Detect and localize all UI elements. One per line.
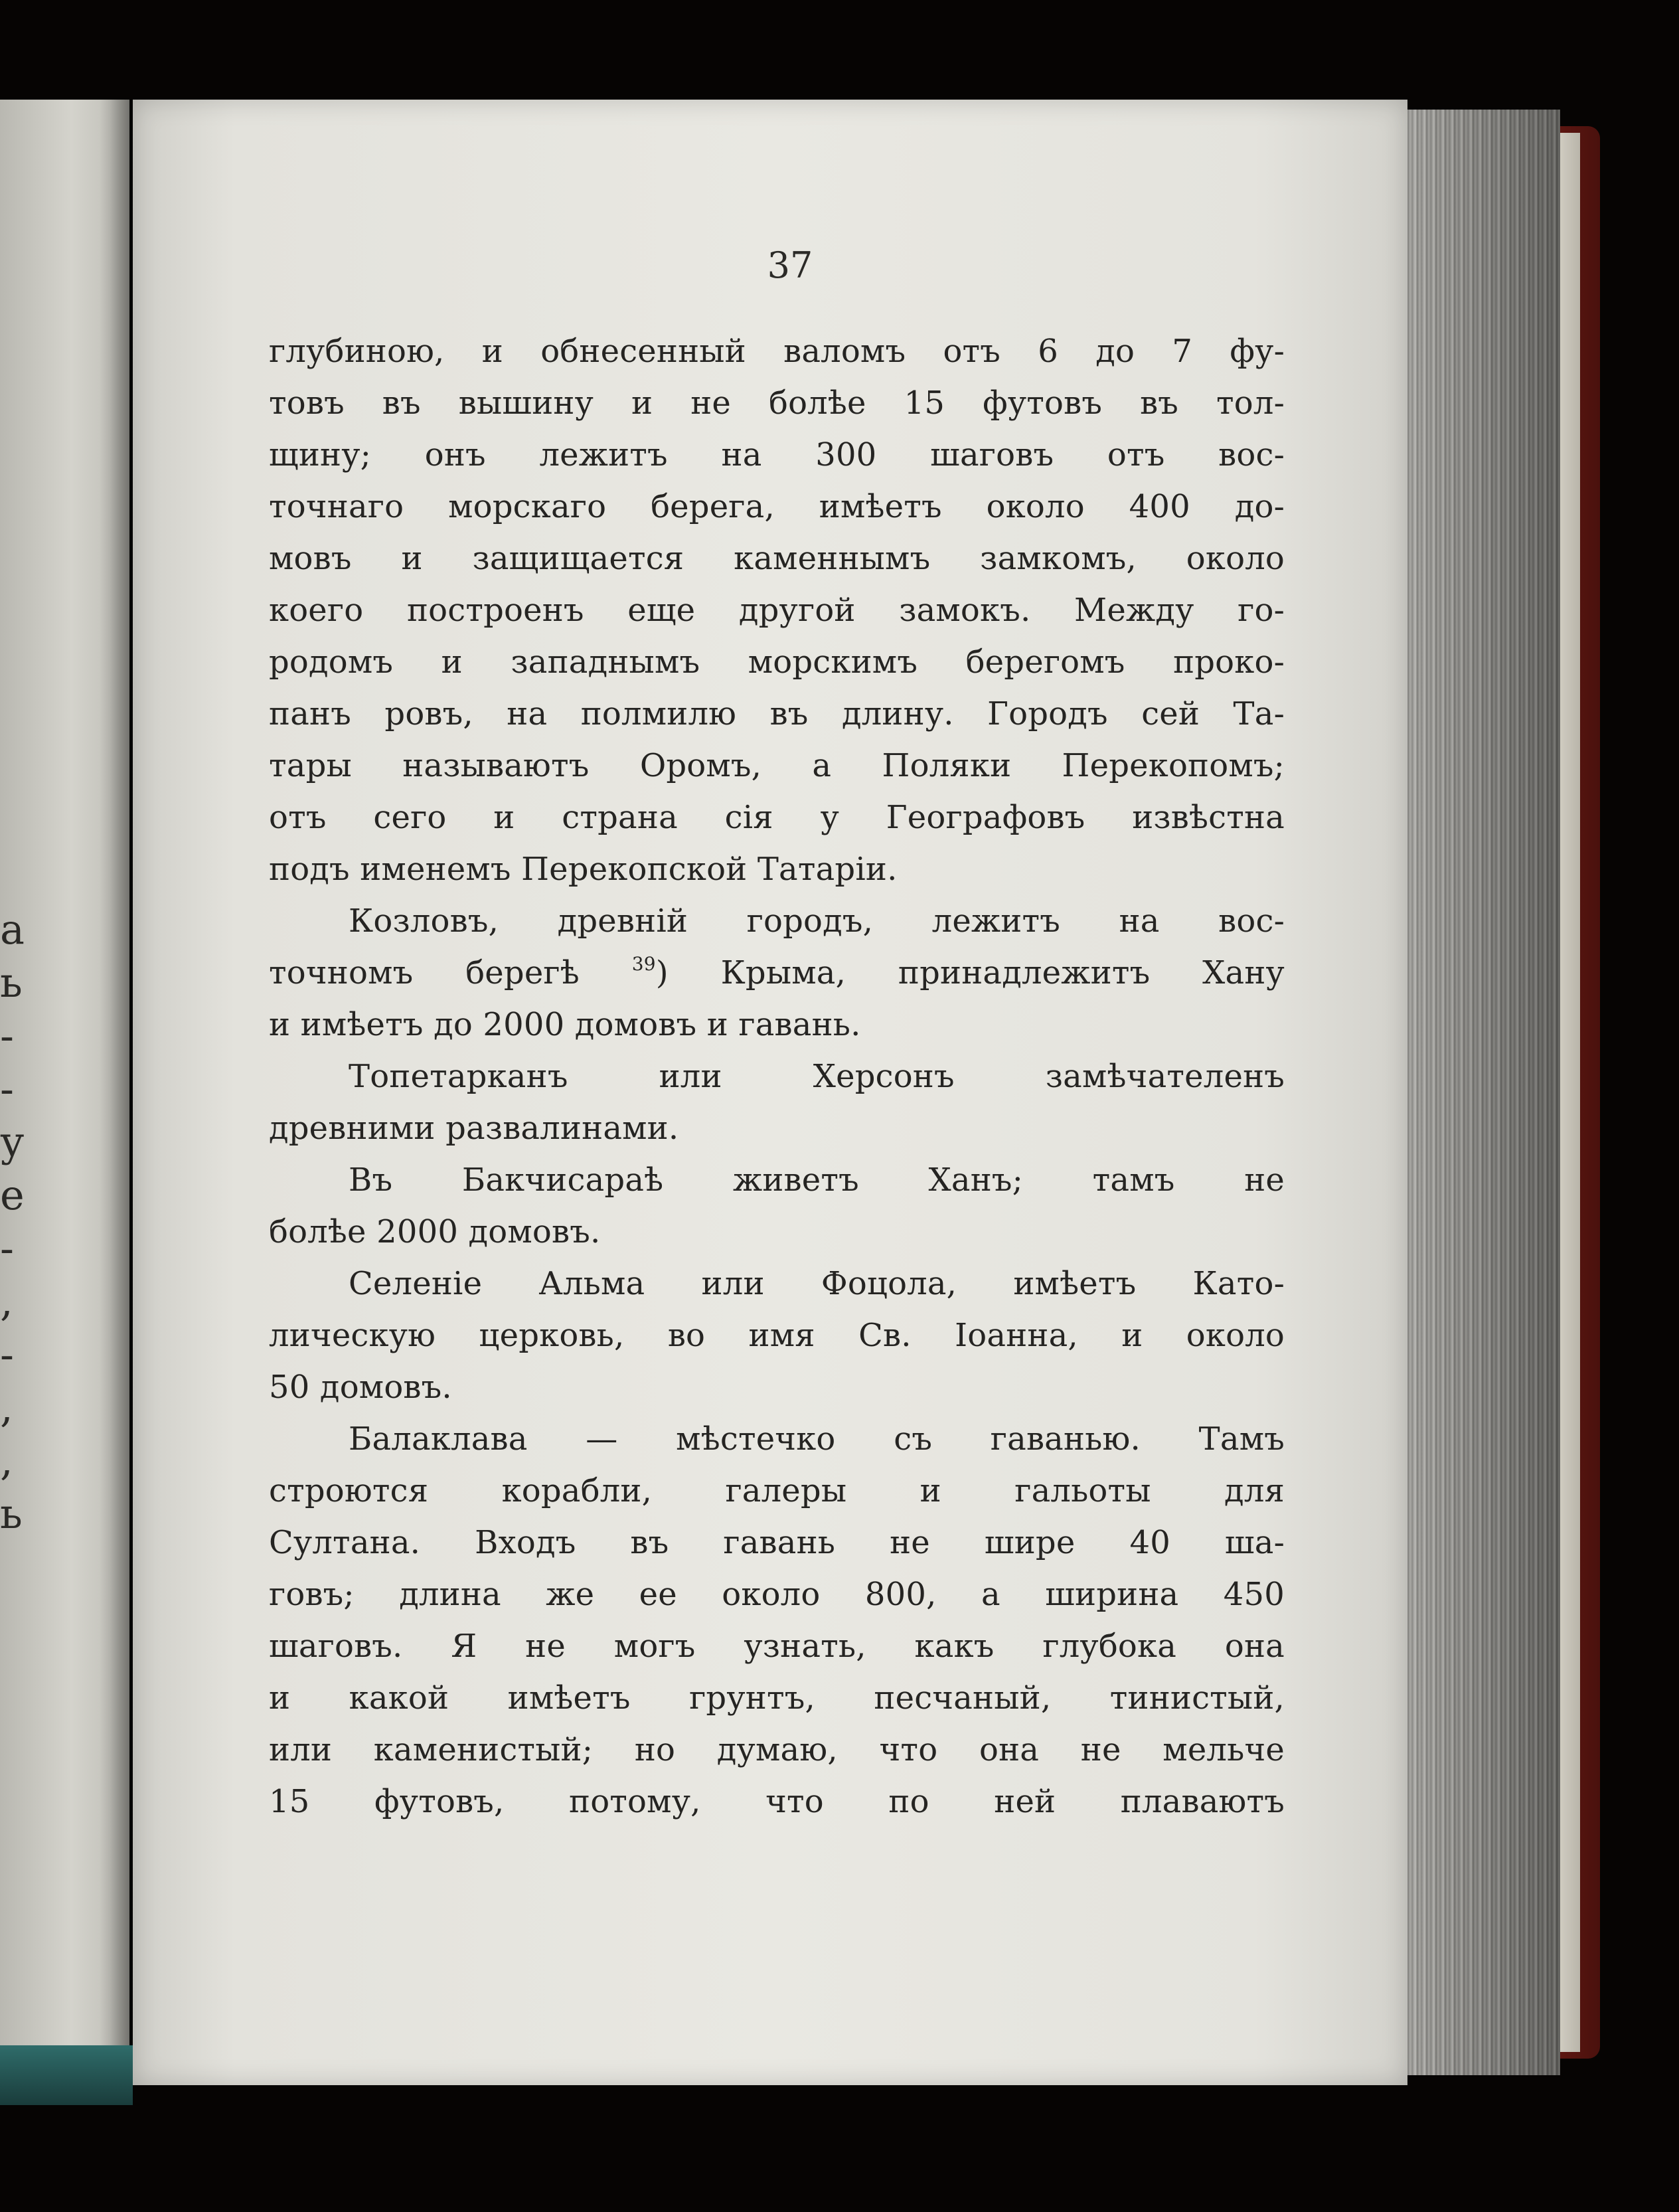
page-body [269,325,1285,1828]
page-block-shade [1394,110,1560,2075]
page [133,100,1407,2085]
text-line: или каменистый; но думаю, что она не мельче [269,1731,1285,1768]
paragraph-kozlov [269,895,1285,1051]
paragraph-perekop [269,325,1285,895]
text-line: и имѣетъ до 2000 домовъ и гавань. [269,1006,861,1043]
text-line: Козловъ, древній городъ, лежитъ на вос- [349,902,1285,940]
paragraph-balaklava [269,1413,1285,1828]
previous-page-text-fragments: а ь - - у е - , - , , ь [0,905,25,1538]
text-line: Султана. Входъ въ гавань не шире 40 ша- [269,1524,1285,1561]
text-line: коего построенъ еще другой замокъ. Между го- [269,592,1285,629]
paragraph-bakhchisaray [269,1154,1285,1258]
text-line: родомъ и западнымъ морскимъ берегомъ проко- [269,643,1285,681]
page-number: 37 [767,244,813,286]
text-line: Въ Бакчисараѣ живетъ Ханъ; тамъ не [349,1161,1285,1199]
text-fragment: точномъ берегѣ [269,954,580,991]
text-line: лическую церковь, во имя Св. Іоанна, и около [269,1317,1285,1354]
text-line: Топетарканъ или Херсонъ замѣчателенъ [349,1058,1285,1095]
text-line: Балаклава — мѣстечко съ гаванью. Тамъ [349,1420,1285,1458]
text-line: точнаго морскаго берега, имѣетъ около 400 до- [269,488,1285,525]
text-line: глубиною, и обнесенный валомъ отъ 6 до 7 фу- [269,333,1285,370]
text-line: шаговъ. Я не могъ узнать, какъ глубока она [269,1628,1285,1665]
text-line [269,947,1285,999]
text-line: Селеніе Альма или Фоцола, имѣетъ Като- [349,1265,1285,1302]
text-line: отъ сего и страна сія у Географовъ извѣстна [269,799,1285,836]
text-line: товъ въ вышину и не болѣе 15 футовъ въ тол- [269,384,1285,422]
text-line: подъ именемъ Перекопской Татаріи. [269,851,898,888]
text-line: щину; онъ лежитъ на 300 шаговъ отъ вос- [269,436,1285,473]
text-line: тары называютъ Оромъ, а Поляки Перекопомъ; [269,747,1285,784]
text-line: панъ ровъ, на полмилю въ длину. Городъ сей Та- [269,695,1285,732]
left-binding [0,2045,133,2105]
text-line: говъ; длина же ее около 800, а ширина 450 [269,1576,1285,1613]
text-line: строются корабли, галеры и гальоты для [269,1472,1285,1509]
text-line: болѣе 2000 домовъ. [269,1213,601,1250]
paragraph-chersonesos [269,1051,1285,1154]
text-fragment: ) Крыма, принадлежитъ Хану [655,954,1285,991]
text-line: и какой имѣетъ грунтъ, песчаный, тинистый, [269,1679,1285,1717]
text-line: мовъ и защищается каменнымъ замкомъ, около [269,540,1285,577]
text-line: 15 футовъ, потому, что по ней плаваютъ [269,1783,1285,1820]
text-line: 50 домовъ. [269,1369,452,1406]
paragraph-alma [269,1258,1285,1413]
footnote-marker: 39 [631,953,656,975]
text-line: древними развалинами. [269,1110,679,1147]
